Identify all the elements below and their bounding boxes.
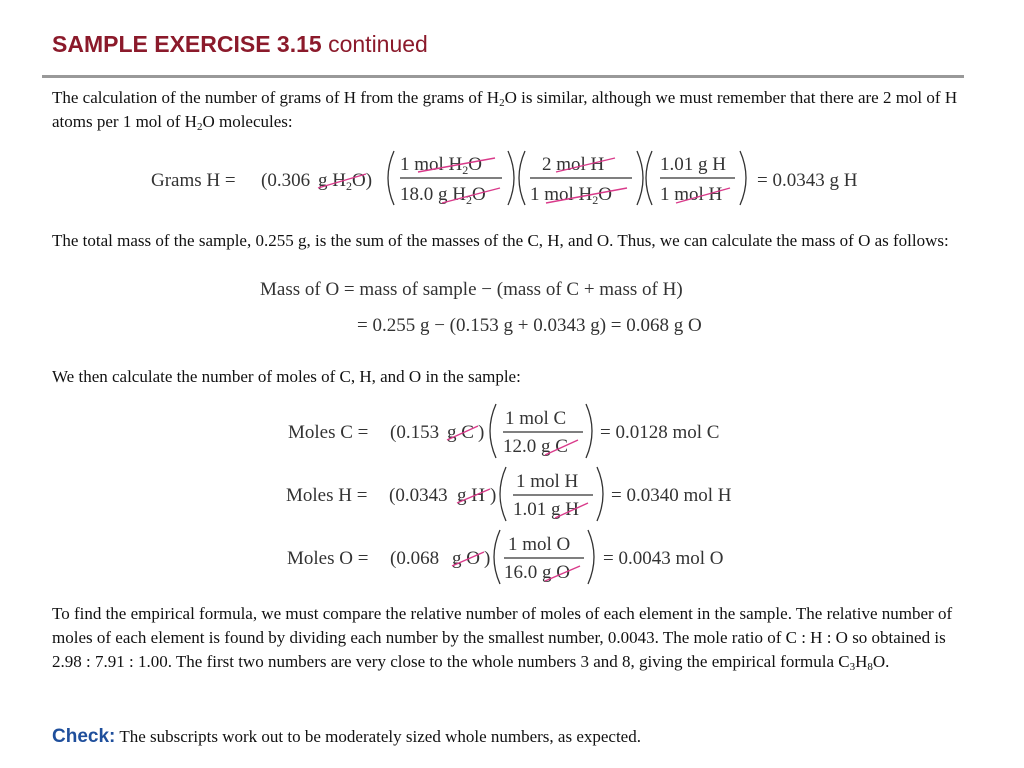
moles-o-result: = 0.0043 mol O [603, 548, 724, 569]
paragraph-mass-o-intro: The total mass of the sample, 0.255 g, is the sum of the masses of the C, H, and O. Thus, we can calculate the mass of O as follows: [52, 231, 949, 250]
moles-h-numerator: 1 mol H [516, 471, 579, 492]
f1-denominator: 18.0 g $H_2O$ [400, 184, 486, 207]
f2-numerator: 2 mol H [542, 154, 605, 175]
grams-h-given-unit: g $H_2O$) [318, 170, 373, 193]
moles-o-given-value: (0.068 [390, 548, 440, 569]
grams-h-given-value: (0.306 [261, 170, 311, 191]
moles-c-given-end: ) [478, 422, 485, 443]
grams-h-result: = 0.0343 g H [757, 170, 858, 191]
moles-o-given-unit: g O [452, 548, 480, 569]
check-label: Check: [52, 726, 116, 747]
paren-left-moles-o [494, 530, 500, 584]
moles-o-denominator: 16.0 g O [504, 562, 570, 583]
moles-c-denominator: 12.0 g C [503, 436, 568, 457]
f1-numerator: 1 mol $H_2O$ [400, 154, 483, 177]
moles-h-given-end: ) [490, 485, 497, 506]
moles-h-given-unit: g H [457, 485, 485, 506]
title-bold: SAMPLE EXERCISE 3.15 [52, 31, 322, 57]
moles-c-given-unit: g C [447, 422, 474, 443]
paren-right-moles-c [586, 404, 592, 458]
title-rest: continued [328, 31, 428, 57]
paren-right-moles-h [597, 467, 603, 521]
grams-h-lhs: Grams H = [151, 170, 236, 191]
moles-c-given-value: (0.153 [390, 422, 440, 443]
paren-left-moles-h [500, 467, 506, 521]
moles-c-result: = 0.0128 mol C [600, 422, 720, 443]
mass-o-line1: Mass of O = mass of sample − (mass of C + mass of H) [260, 279, 683, 300]
paragraph-moles-intro: We then calculate the number of moles of C, H, and O in the sample: [52, 367, 521, 386]
moles-c-numerator: 1 mol C [505, 408, 567, 429]
check-text: The subscripts work out to be moderately sized whole numbers, as expected. [119, 727, 641, 746]
mass-o-line2: = 0.255 g − (0.153 g + 0.0343 g) = 0.068 g O [357, 315, 702, 336]
moles-o-lhs: Moles O = [287, 548, 369, 569]
moles-o-given-end: ) [484, 548, 491, 569]
equation-moles-o [287, 530, 724, 584]
moles-h-result: = 0.0340 mol H [611, 485, 732, 506]
check-line [52, 725, 972, 749]
moles-o-numerator: 1 mol O [508, 534, 571, 555]
equation-moles-h [286, 467, 732, 521]
f2-denominator: 1 mol $H_2O$ [530, 184, 613, 207]
moles-h-lhs: Moles H = [286, 485, 368, 506]
paragraph-grams-h-intro: The calculation of the number of grams of H from the grams of $H_2O$ is similar, although we must remember that there are 2 mol of H atoms per 1 mol of $H_2O$ molecules: [52, 88, 958, 133]
moles-h-given-value: (0.0343 [389, 485, 448, 506]
f3-numerator: 1.01 g H [660, 154, 726, 175]
paren-left-moles-c [490, 404, 496, 458]
f3-denominator: 1 mol H [660, 184, 723, 205]
moles-c-lhs: Moles C = [288, 422, 369, 443]
paragraph-empirical-formula: To find the empirical formula, we must compare the relative number of moles of each element in the sample. The relative number of moles of each element is found by dividing each number by the smallest number, 0.0043. The mole ratio of C : H : O so obtained is 2.98 : 7.91 : 1.00. The first two numbers are very close to the whole numbers 3 and 8, giving the empirical formula $C_3H_8O$. [52, 604, 953, 673]
equation-moles-c [288, 404, 719, 458]
moles-h-denominator: 1.01 g H [513, 499, 579, 520]
paren-right-moles-o [588, 530, 594, 584]
